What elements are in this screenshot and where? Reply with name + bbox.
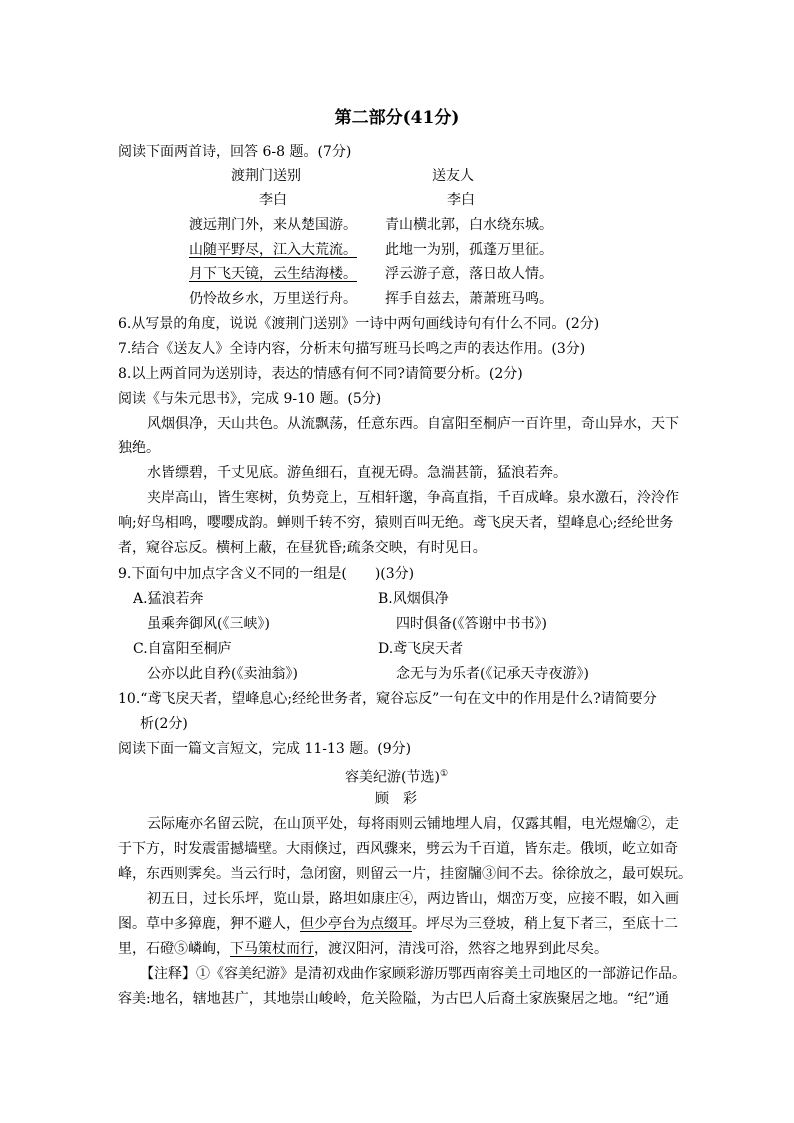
poem2-line: 浮云游子意，落日故人情。	[385, 266, 553, 282]
underlined-phrase: 下马策杖而行	[230, 941, 314, 957]
poem2-title: 送友人	[432, 168, 474, 184]
passage1-line: 水皆缥碧，千丈见底。游鱼细石，直视无碍。急湍甚箭，猛浪若奔。	[147, 465, 567, 481]
q9-option-a: A.猛浪若奔	[133, 591, 204, 607]
q9-option-d: D.鸢飞戾天者	[378, 641, 464, 657]
underlined-phrase: 但少亭台为点缀耳	[300, 916, 412, 932]
poem2-author: 李白	[447, 192, 475, 208]
footnote-marker: ①	[439, 769, 449, 779]
passage2-title: 容美纪游(节选)①	[345, 769, 449, 786]
poem1-line: 渡远荆门外，来从楚国游。	[189, 217, 357, 233]
passage2-line: 峰，东西则霁矣。当云行时，急闭窗，则留云一片，挂窗牖③间不去。徐徐放之，最可娱玩。	[118, 866, 692, 882]
passage2-line: 于下方，时发震雷撼墙壁。大雨倏过，西风骤来，劈云为千百道，皆东走。俄顷，屹立如奇	[118, 841, 678, 857]
q9-option-b: B.风烟俱净	[378, 591, 449, 607]
question-8: 8.以上两首同为送别诗，表达的情感有何不同?请简要分析。(2分)	[118, 366, 523, 382]
poem2-line: 挥手自兹去，萧萧班马鸣。	[385, 291, 553, 307]
q9-option-d-example: 念无与为乐者(《记承天寺夜游》)	[396, 666, 589, 682]
passage1-line: 夹岸高山，皆生寒树，负势竞上，互相轩邈，争高直指，千百成峰。泉水激石，泠泠作	[147, 490, 679, 506]
q9-option-c-example: 公亦以此自矜(《卖油翁》)	[147, 666, 298, 682]
poem-intro: 阅读下面两首诗，回答 6-8 题。(7分)	[118, 144, 352, 160]
poem2-line: 青山横北郭，白水绕东城。	[385, 217, 553, 233]
poem1-line-underlined: 月下飞天镜，云生结海楼。	[189, 266, 357, 282]
passage2-line: 图。草中多獐鹿，狎不避人，但少亭台为点缀耳。坪尽为三登坡，稍上复下者三，至底十二	[118, 916, 678, 932]
passage1-line: 者，窥谷忘反。横柯上蔽，在昼犹昏;疏条交映，有时见日。	[118, 540, 487, 556]
poem1-line-underlined: 山随平野尽，江入大荒流。	[189, 242, 357, 258]
question-9-stem: 9.下面句中加点字含义不同的一组是( )(3分)	[118, 566, 415, 582]
poem1-line: 仍怜故乡水，万里送行舟。	[189, 291, 357, 307]
question-10-cont: 析(2分)	[140, 716, 188, 732]
passage2-line: 云际庵亦名留云院，在山顶平处，每将雨则云铺地埋人肩，仅露其帽，电光煜爚②，走	[147, 816, 679, 832]
passage1-line: 独绝。	[118, 440, 160, 456]
question-10: 10.“鸢飞戾天者，望峰息心;经纶世务者，窥谷忘反”一句在文中的作用是什么?请简要分	[118, 691, 657, 707]
annotation-line: 容美:地名，辖地甚广，其地崇山峻岭，危关险隘，为古巴人后裔土家族聚居之地。“纪”通	[118, 991, 670, 1007]
poem2-line: 此地一为别，孤蓬万里征。	[385, 242, 553, 258]
section-title: 第二部分(41分)	[334, 108, 460, 128]
passage2-author: 顾 彩	[375, 791, 417, 807]
passage2-line: 里，石磴⑤嶙峋，下马策杖而行，渡汉阳河，清浅可浴，然容之地界到此尽矣。	[118, 941, 608, 957]
question-6: 6.从写景的角度，说说《渡荆门送别》一诗中两句画线诗句有什么不同。(2分)	[118, 316, 600, 332]
poem1-title: 渡荆门送别	[231, 168, 301, 184]
passage1-line: 风烟俱净，天山共色。从流飘荡，任意东西。自富阳至桐庐一百许里，奇山异水，天下	[147, 416, 679, 432]
passage1-line: 响;好鸟相鸣，嘤嘤成韵。蝉则千转不穷，猿则百叫无绝。鸢飞戾天者，望峰息心;经纶世务	[118, 515, 674, 531]
q9-option-b-example: 四时俱备(《答谢中书书》)	[396, 616, 547, 632]
passage2-intro: 阅读下面一篇文言短文，完成 11-13 题。(9分)	[118, 741, 412, 757]
annotation-line: 【注释】①《容美纪游》是清初戏曲作家顾彩游历鄂西南容美土司地区的一部游记作品。	[140, 966, 686, 982]
poem1-author: 李白	[259, 192, 287, 208]
passage2-line: 初五日，过长乐坪，览山景，路坦如康庄④，两边皆山，烟峦万变，应接不暇，如入画	[147, 891, 679, 907]
question-7: 7.结合《送友人》全诗内容，分析末句描写班马长鸣之声的表达作用。(3分)	[118, 341, 586, 357]
q9-option-c: C.自富阳至桐庐	[133, 641, 232, 657]
passage1-intro: 阅读《与朱元思书》，完成 9-10 题。(5分)	[118, 391, 382, 407]
q9-option-a-example: 虽乘奔御风(《三峡》)	[147, 616, 270, 632]
